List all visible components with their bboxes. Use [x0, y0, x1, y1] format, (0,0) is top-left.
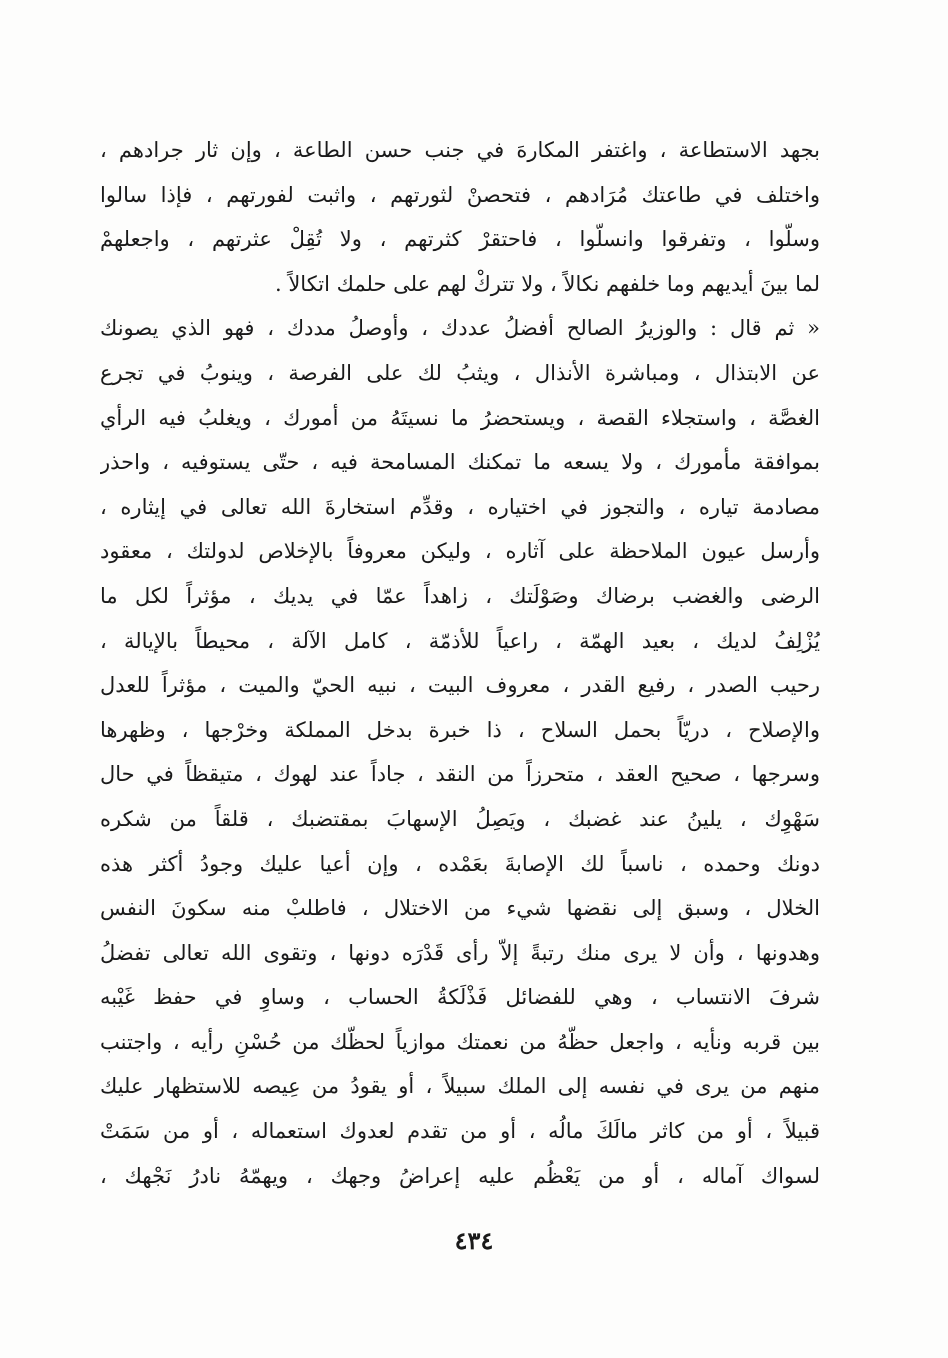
- text-line: وسلّوا ، وتفرقوا وانسلّوا ، فاحتقرْ كثرتهم ، ولا تُقِلْ عثرتهم ، واجعلهمْ: [100, 227, 820, 252]
- text-line: منهم من يرى في نفسه إلى الملك سبيلاً ، أو يقودُ من عِيصه للاستظهار عليك: [100, 1074, 820, 1099]
- body-text: [100, 128, 820, 1198]
- text-line: لسواك آماله ، أو من يَعْظُم عليه إعراضُ وجهك ، ويهمّهُ نادرُ نَجْهك ،: [100, 1163, 820, 1188]
- text-line: شرفَ الانتساب ، وهي للفضائل فَذْلَكةُ الحساب ، وساوِ في حفظ غَيْبه: [100, 985, 820, 1010]
- text-line: رحيب الصدر ، رفيع القدر ، معروف البيت ، نبيه الحيّ والميت ، مؤثراً للعدل: [100, 673, 820, 698]
- text-line: بموافقة مأمورك ، ولا يسعه ما تمكنك المسامحة فيه ، حتّى يستوفيه ، واحذر: [100, 450, 820, 475]
- text-line: وهدونها ، وأن لا يرى منك رتبةً إلاّ رأى قَدْرَه دونها ، وتقوى الله تعالى تفضلُ: [100, 940, 820, 965]
- text-line: يُزْلِفُ لديك ، بعيد الهمّة ، راعياً للأذمّة ، كامل الآلة ، محيطاً بالإيالة ،: [100, 628, 820, 653]
- text-line: واختلف في طاعتك مُرَادهم ، فتحصنْ لثورتهم ، واثبت لفورتهم ، فإذا سالوا: [100, 182, 820, 207]
- text-line: سَهْوِك ، يلينُ عند غضبك ، ويَصِلُ الإسهابَ بمقتضبك ، قلقاً من شكره: [100, 806, 820, 831]
- text-line: عن الابتذال ، ومباشرة الأنذال ، ويثبُ لك على الفرصة ، وينوبُ في تجرع: [100, 360, 820, 385]
- text-line: وسرجها ، صحيح العقد ، متحرزاً من النقد ، جاداً عند لهوك ، متيقظاً في حال: [100, 762, 820, 787]
- text-line: بجهد الاستطاعة ، واغتفر المكارهَ في جنب حسن الطاعة ، وإن ثار جرادهم ،: [100, 138, 820, 162]
- text-line: الغصَّة ، واستجلاء القصة ، ويستحضرُ ما نسيتَهُ من أمورك ، ويغلبُ فيه الرأي: [100, 405, 820, 430]
- text-line: مصادمة تياره ، والتجوز في اختياره ، وقدِّم استخارةَ الله تعالى في إيثاره ،: [100, 494, 820, 519]
- text-line: قبيلاً ، أو من كاثر مالَكَ مالُه ، أو من تقدم لعدوك استعماله ، أو من سَمَتْ: [100, 1119, 820, 1144]
- text-line: والإصلاح ، دريّاً بحمل السلاح ، ذا خبرة بدخل المملكة وخرْجها ، وظهرها: [100, 717, 820, 742]
- page-number: ٤٣٤: [454, 1226, 494, 1255]
- text-line: الرضى والغضب برضاك وصَوْلَتك ، زاهداً عمّا في يديك ، مؤثراً لكل ما: [100, 583, 820, 608]
- text-line: الخلال ، وسبق إلى نقضها شيء من الاختلال ، فاطلبْ منه سكونَ النفس: [100, 896, 820, 921]
- text-line: بين قربه ونأيه ، واجعل حظّهُ من نعمتك موازياً لحظّك من حُسْنِ رأيه ، واجتنب: [100, 1029, 820, 1054]
- text-line: وأرسل عيون الملاحظة على آثاره ، وليكن معروفاً بالإخلاص لدولتك ، معقود: [100, 539, 820, 564]
- text-line: « ثم قال : والوزيرُ الصالح أفضلُ عددك ، وأوصلُ مددك ، فهو الذي يصونك: [100, 316, 820, 341]
- text-line: لما بينَ أيديهم وما خلفهم نكالاً ، ولا تتركْ لهم على حلمك اتكالاً .: [274, 271, 820, 296]
- text-line: دونك وحمده ، ناسباً لك الإصابةَ بعَمْده ، وإن أعيا عليك وجودُ أكثر هذه: [100, 851, 820, 876]
